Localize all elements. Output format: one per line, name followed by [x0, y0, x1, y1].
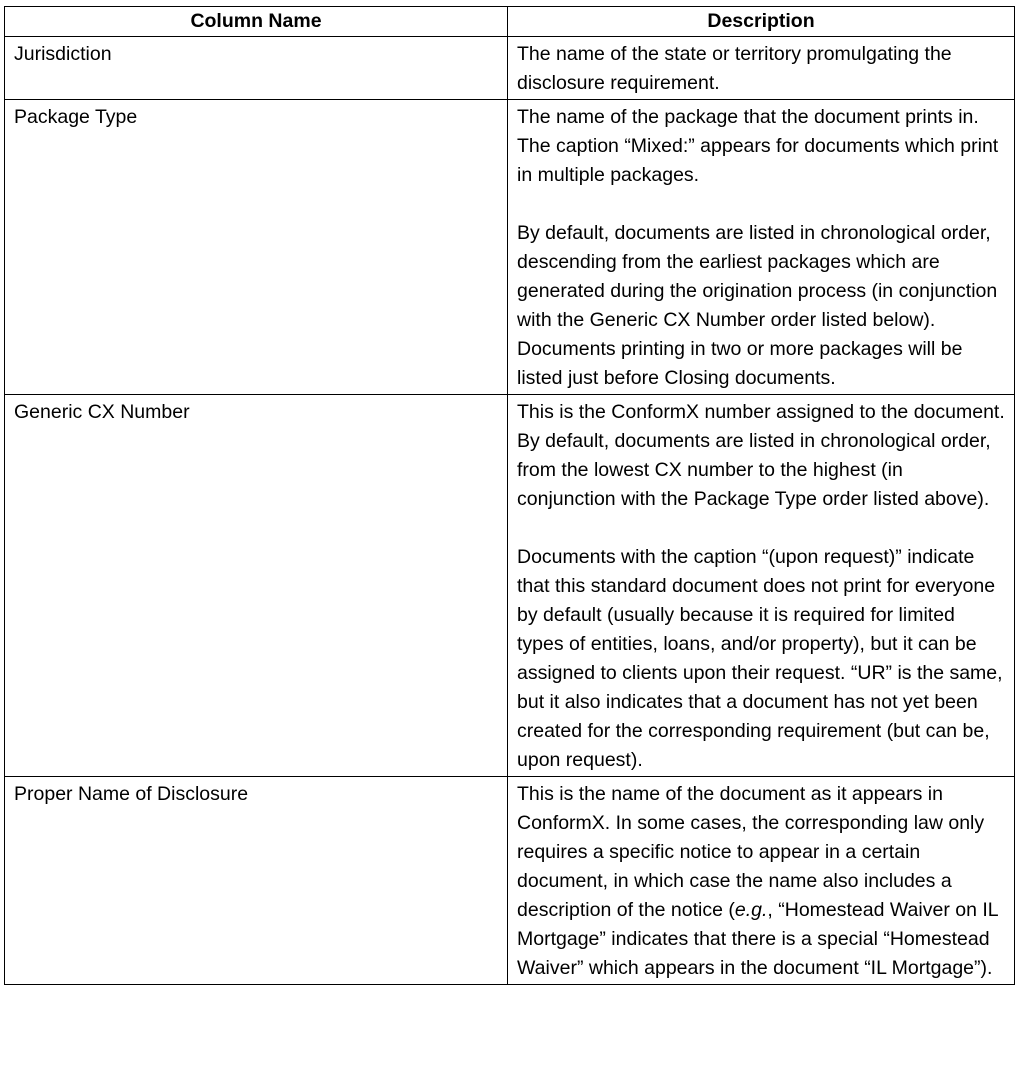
row-description: [508, 37, 1015, 100]
table-header-row: [5, 7, 1015, 37]
column-definitions-table: [4, 6, 1015, 985]
description-text-italic: e.g.: [734, 899, 768, 921]
row-description: [508, 395, 1015, 777]
column-name-header: Column Name: [5, 7, 508, 37]
description-paragraph: The name of the package that the document prints in. The caption “Mixed:” appears for documents which print in multiple packages.: [517, 106, 999, 186]
table-row: [5, 395, 1015, 777]
row-column-name: Jurisdiction: [5, 37, 508, 100]
description-text-after: , “Homestead Waiver on IL Mortgage” indicates that there is a special “Homestead Waiver” which appears in the document “IL Mortgage”).: [517, 899, 998, 979]
description-paragraph: By default, documents are listed in chronological order, descending from the earliest packages which are generated during the origination process (in conjunction with the Generic CX Number order listed below). Documents printing in two or more packages will be listed just before Closing documents.: [517, 222, 998, 389]
table-row: [5, 777, 1015, 985]
table-row: [5, 37, 1015, 100]
table-row: [5, 100, 1015, 395]
row-column-name: Proper Name of Disclosure: [5, 777, 508, 985]
description-text-before: This is the name of the document as it appears in ConformX. In some cases, the corresponding law only requires a specific notice to appear in a certain document, in which case the name also includes a description of the notice (: [517, 783, 985, 921]
row-description: [508, 777, 1015, 985]
description-paragraph: This is the ConformX number assigned to the document. By default, documents are listed in chronological order, from the lowest CX number to the highest (in conjunction with the Package Type order listed above).: [517, 401, 1005, 510]
description-header: Description: [508, 7, 1015, 37]
row-column-name: Generic CX Number: [5, 395, 508, 777]
row-description: [508, 100, 1015, 395]
description-paragraph: [517, 780, 1005, 983]
row-column-name: Package Type: [5, 100, 508, 395]
description-paragraph: Documents with the caption “(upon request)” indicate that this standard document does not print for everyone by default (usually because it is required for limited types of entities, loans, and/or property), but it can be assigned to clients upon their request. “UR” is the same, but it also indicates that a document has not yet been created for the corresponding requirement (but can be, upon request).: [517, 546, 1003, 771]
description-paragraph: The name of the state or territory promulgating the disclosure requirement.: [517, 43, 952, 94]
